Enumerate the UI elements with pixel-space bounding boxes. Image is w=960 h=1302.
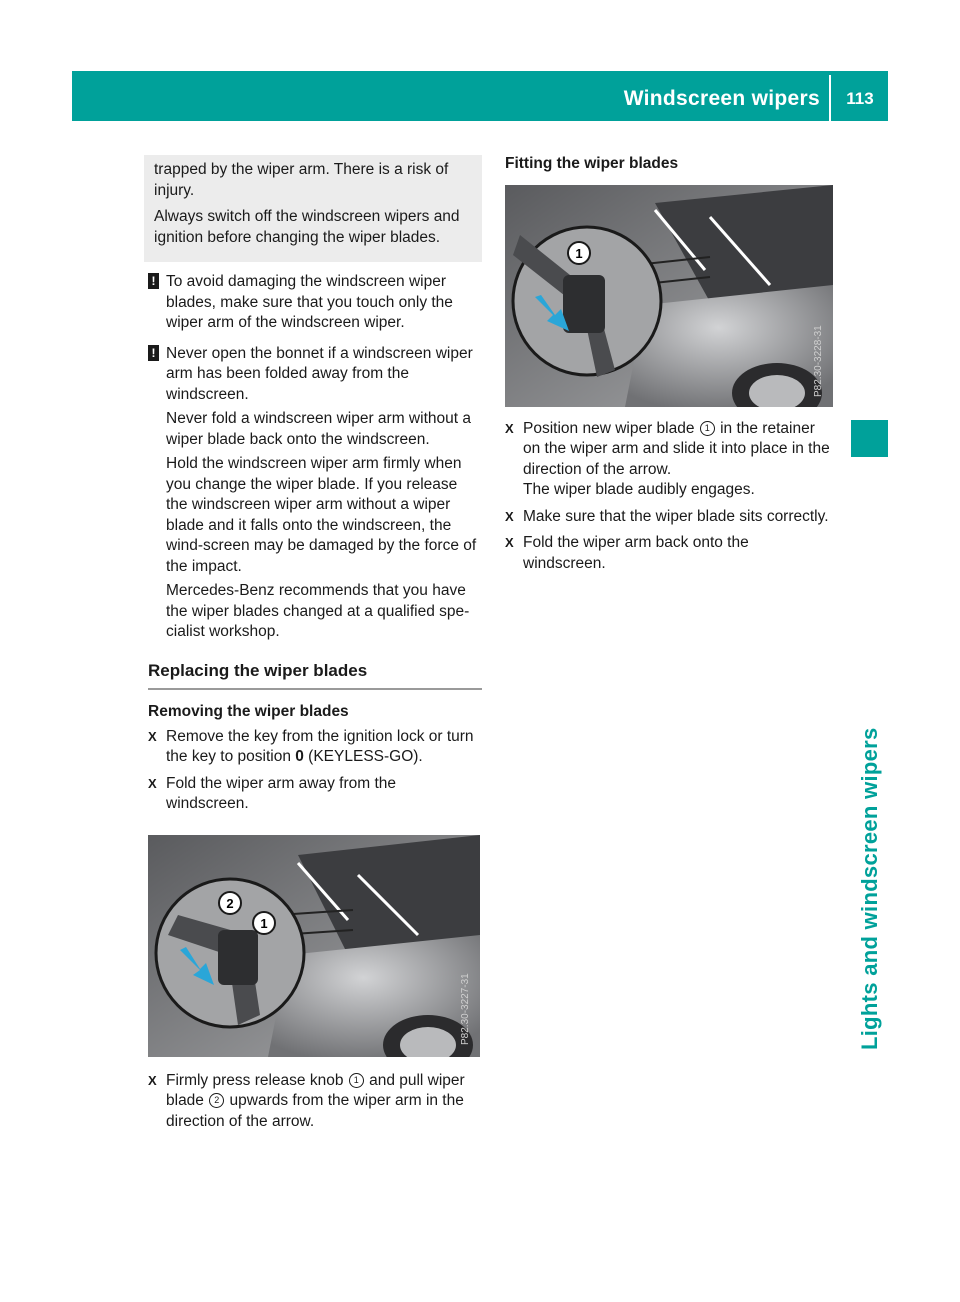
section-heading: Replacing the wiper blades	[148, 661, 482, 691]
callout-2-icon: 2	[209, 1093, 224, 1108]
step-arrow-icon: X	[148, 728, 157, 744]
note-2-text-2: Never fold a windscreen wiper arm without a wiper blade back onto the windscreen.	[166, 410, 471, 448]
figure-removing-wiper	[148, 835, 480, 1057]
header-bar	[72, 71, 888, 121]
header-separator	[829, 75, 831, 121]
figure-code: P82.30-3228-31	[813, 324, 824, 397]
exclamation-icon: !	[148, 345, 159, 361]
figure-fitting-wiper	[505, 185, 833, 407]
step-fold-away	[148, 774, 482, 815]
callout-1-icon: 1	[700, 421, 715, 436]
warning-text-2: Always switch off the windscreen wipers and ignition before changing the wiper blades.	[154, 208, 460, 246]
note-2-text-1: Never open the bonnet if a windscreen wiper arm has been folded away from the windscreen.	[166, 344, 473, 403]
note-1	[148, 272, 482, 334]
page-title: Windscreen wipers	[623, 87, 820, 110]
step-text-a: Position new wiper blade	[523, 419, 699, 437]
wiper-mount-shape	[563, 275, 605, 333]
step-arrow-icon: X	[148, 1072, 157, 1088]
step-position-blade	[505, 419, 835, 501]
step-check-blade	[505, 507, 835, 528]
step-text-a: Firmly press release knob	[166, 1071, 348, 1089]
chapter-tab	[851, 420, 888, 457]
note-2-text-4: Mercedes-Benz recommends that you have the wiper blades changed at a qualified spe-cialist workshop.	[166, 582, 470, 640]
note-2-text-3: Hold the windscreen wiper arm firmly when you change the wiper blade. If you release the windscreen wiper arm without a wiper blade and it falls onto the windscreen, the wind-screen may be damaged by the force of the impact.	[166, 455, 477, 575]
svg-text:1: 1	[260, 915, 268, 931]
note-1-text: To avoid damaging the windscreen wiper blades, make sure that you touch only the wiper arm of the windscreen wiper.	[166, 273, 453, 331]
step-remove-key	[148, 727, 482, 768]
step-arrow-icon: X	[505, 420, 514, 436]
step-arrow-icon: X	[505, 535, 514, 550]
step-text-b: and pull wiper blade	[166, 1071, 465, 1109]
sub-heading-removing: Removing the wiper blades	[148, 703, 349, 720]
step-arrow-icon: X	[505, 508, 514, 524]
car-wiper-illustration	[505, 185, 833, 407]
wiper-mount-shape	[218, 930, 258, 985]
key-position: 0	[295, 748, 304, 765]
figure-code: P82.30-3227-31	[460, 972, 471, 1045]
left-column	[148, 155, 482, 1138]
step-arrow-icon: X	[148, 775, 157, 791]
right-column	[505, 150, 835, 580]
warning-box	[144, 155, 482, 262]
step-result: The wiper blade audibly engages.	[523, 481, 755, 498]
step-text: Make sure that the wiper blade sits correctly.	[523, 507, 829, 525]
callout-1-icon: 1	[349, 1073, 364, 1088]
exclamation-icon: !	[148, 273, 159, 289]
step-press-knob	[148, 1071, 482, 1133]
step-text-b: in the retainer on the wiper arm and slide it into place in the direction of the arrow.	[523, 419, 830, 478]
fitting-heading: Fitting the wiper blades	[505, 155, 679, 172]
step-text-c: upwards from the wiper arm in the direction of the arrow.	[166, 1092, 464, 1130]
car-wiper-illustration	[148, 835, 480, 1057]
note-2	[148, 344, 482, 643]
warning-text-1: trapped by the wiper arm. There is a risk of injury.	[154, 161, 449, 199]
page-number: 113	[846, 89, 874, 108]
svg-text:2: 2	[226, 895, 234, 911]
step-text: Fold the wiper arm away from the windscreen.	[166, 774, 397, 812]
step-text-a: Remove the key from the ignition lock or turn the key to position	[166, 727, 474, 765]
step-text: Fold the wiper arm back onto the windscreen.	[523, 534, 749, 572]
svg-text:1: 1	[575, 245, 583, 261]
step-fold-back	[505, 533, 835, 574]
chapter-label: Lights and windscreen wipers	[857, 727, 882, 1050]
step-text-b: (KEYLESS-GO).	[303, 748, 423, 765]
